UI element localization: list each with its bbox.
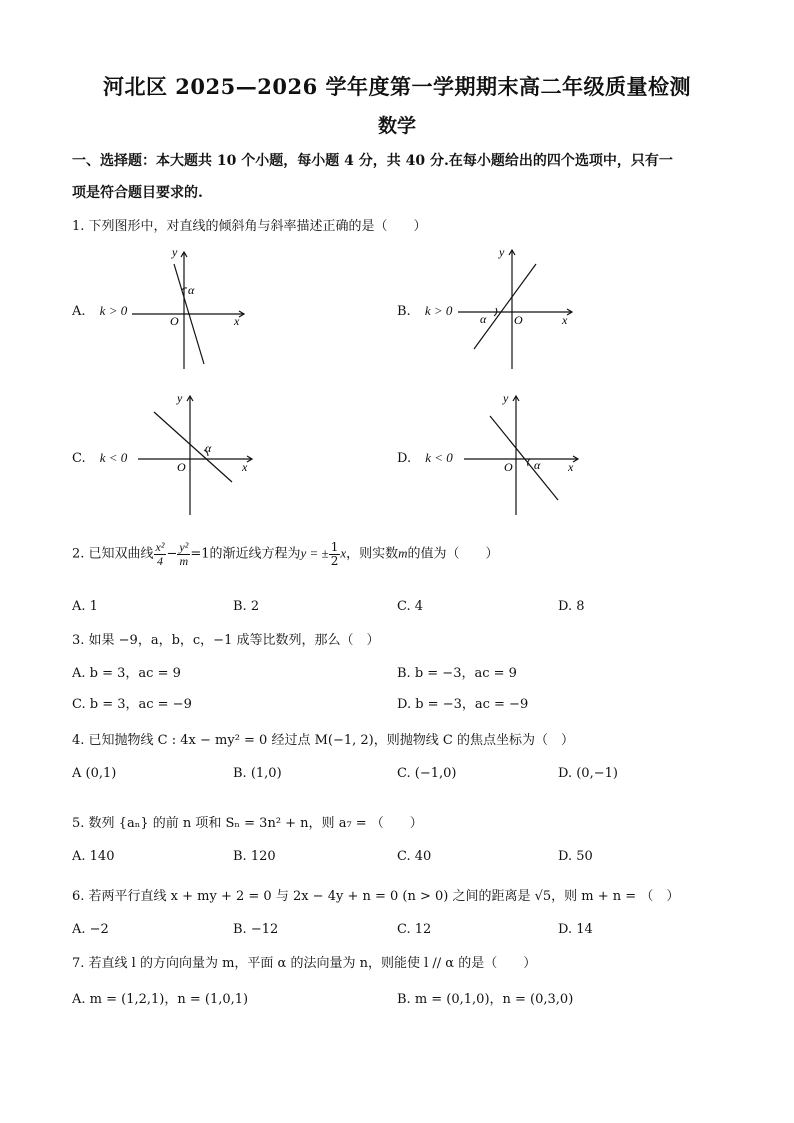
q2-f3-num: 1	[330, 540, 339, 554]
q1-option-d-label: D.	[397, 451, 412, 466]
q1-option-a-text: k > 0	[99, 303, 128, 318]
q2-f1-num: x²	[155, 540, 165, 554]
x-axis-label: x	[562, 313, 568, 327]
q1-option-a-label: A.	[72, 304, 86, 319]
q2-stem-post: ，则实数	[346, 546, 399, 562]
angle-label: α	[480, 312, 487, 326]
q2-f2-num: y²	[179, 540, 189, 554]
q1-option-c-text: k < 0	[99, 450, 128, 465]
section-instruction-line2: 项是符合题目要求的.	[72, 185, 203, 201]
x-axis-label: x	[568, 460, 574, 474]
q2-eq: =1	[190, 546, 210, 562]
q3-option-d: D. b = −3，ac = −9	[397, 697, 529, 712]
page-title: 河北区 2025—2026 学年度第一学期期末高二年级质量检测	[102, 74, 691, 99]
q5-option-c: C. 40	[397, 849, 432, 864]
q4-option-b: B. (1,0)	[233, 766, 282, 781]
q6-option-d: D. 14	[558, 922, 593, 937]
q1-graph-d	[460, 390, 590, 520]
q2-option-d: D. 8	[558, 599, 585, 614]
q4-option-c: C. (−1,0)	[397, 766, 457, 781]
q2-option-c: C. 4	[397, 599, 424, 614]
q7-option-a: A. m = (1,2,1)，n = (1,0,1)	[72, 992, 249, 1007]
q5-stem: 5. 数列 {aₙ} 的前 n 项和 Sₙ = 3n² + n，则 a₇ = （ ）	[72, 816, 423, 831]
q3-stem: 3. 如果 −9，a，b，c，−1 成等比数列，那么（ ）	[72, 633, 380, 648]
x-axis-label: x	[234, 314, 240, 328]
q1-option-a	[72, 303, 127, 319]
q2-f1-den: 4	[157, 553, 164, 568]
q2-minus: −	[166, 546, 178, 562]
q6-option-a: A. −2	[72, 922, 109, 937]
q2-stem-end: 的值为（ ）	[407, 546, 499, 562]
q1-graph-b	[454, 244, 584, 374]
q1-stem: 1. 下列图形中，对直线的倾斜角与斜率描述正确的是（ ）	[72, 219, 427, 234]
q3-option-a: A. b = 3，ac = 9	[72, 666, 181, 681]
x-axis-label: x	[242, 460, 248, 474]
q2-stem-mid: 的渐近线方程为	[209, 546, 301, 562]
q1-option-c-label: C.	[72, 451, 86, 466]
q2-stem-pre: 2. 已知双曲线	[72, 546, 154, 562]
q4-stem: 4. 已知抛物线 C : 4x − my² = 0 经过点 M(−1, 2)，则抛物线 C 的焦点坐标为（ ）	[72, 733, 574, 748]
q7-stem: 7. 若直线 l 的方向向量为 m，平面 α 的法向量为 n，则能使 l // α 的是（ ）	[72, 956, 537, 971]
q2-stem	[72, 541, 499, 567]
q4-option-a: A (0,1)	[72, 766, 117, 781]
section-instruction-line1: 一、选择题：本大题共 10 个小题，每小题 4 分，共 40 分.在每小题给出的四个选项中，只有一	[72, 153, 673, 169]
q5-option-a: A. 140	[72, 849, 115, 864]
q1-graph-a	[124, 244, 254, 374]
q3-option-c: C. b = 3，ac = −9	[72, 697, 192, 712]
q5-option-d: D. 50	[558, 849, 593, 864]
q2-fraction-half	[329, 541, 341, 567]
q2-option-b: B. 2	[233, 599, 260, 614]
q5-option-b: B. 120	[233, 849, 276, 864]
q6-stem: 6. 若两平行直线 x + my + 2 = 0 与 2x − 4y + n = 0 (n > 0) 之间的距离是 √5，则 m + n = （ ）	[72, 889, 680, 904]
q2-var: m	[398, 545, 408, 561]
y-axis-label: y	[177, 391, 183, 405]
y-axis-label: y	[503, 391, 509, 405]
q1-option-c	[72, 450, 127, 466]
origin-label: O	[177, 460, 186, 474]
y-axis-label: y	[172, 245, 178, 259]
q6-option-c: C. 12	[397, 922, 432, 937]
q1-option-b	[397, 303, 452, 319]
q1-option-d	[397, 450, 453, 466]
q1-option-d-text: k < 0	[425, 450, 453, 465]
q6-option-b: B. −12	[233, 922, 279, 937]
q2-fraction-y	[177, 541, 190, 567]
origin-label: O	[170, 314, 179, 328]
q3-option-b: B. b = −3，ac = 9	[397, 666, 517, 681]
origin-label: O	[514, 313, 523, 327]
q4-option-d: D. (0,−1)	[558, 766, 618, 781]
origin-label: O	[504, 460, 513, 474]
q1-option-b-label: B.	[397, 304, 411, 319]
q2-f2-den: m	[179, 553, 189, 568]
q7-option-b: B. m = (0,1,0)，n = (0,3,0)	[397, 992, 574, 1007]
angle-label: α	[205, 441, 212, 455]
q2-option-a: A. 1	[72, 599, 98, 614]
q2-fraction-x	[154, 541, 167, 567]
q2-f3-den: 2	[330, 553, 339, 568]
subject-title: 数学	[377, 115, 416, 137]
angle-label: α	[188, 283, 195, 297]
q2-asym-post: x	[340, 545, 347, 561]
q1-graph-c	[134, 390, 264, 520]
q2-asym-pre: y = ±	[300, 545, 329, 561]
angle-label: α	[534, 458, 541, 472]
y-axis-label: y	[499, 245, 505, 259]
q1-option-b-text: k > 0	[424, 303, 453, 318]
